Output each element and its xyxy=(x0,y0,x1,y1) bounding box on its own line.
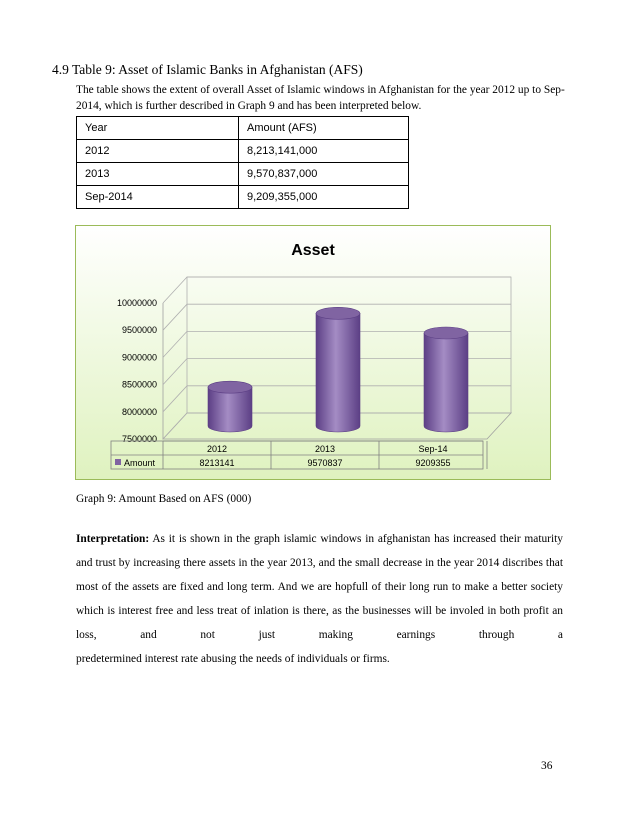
y-tick-label: 8500000 xyxy=(121,379,157,390)
graph-caption: Graph 9: Amount Based on AFS (000) xyxy=(76,493,252,505)
y-tick-label: 7500000 xyxy=(121,434,157,444)
page-number: 36 xyxy=(541,760,553,772)
table-header-row xyxy=(77,117,409,140)
section-heading: 4.9 Table 9: Asset of Islamic Banks in Afghanistan (AFS) xyxy=(52,62,363,77)
data-label: 9570837 xyxy=(307,458,343,468)
table-cell-amount: 9,570,837,000 xyxy=(239,163,409,186)
chart-title: Asset xyxy=(291,242,335,259)
x-tick-label: 2012 xyxy=(206,444,228,454)
table-cell-amount: 9,209,355,000 xyxy=(239,186,409,209)
bar-top-2012 xyxy=(208,381,252,393)
table-row xyxy=(77,140,409,163)
data-label: 8213141 xyxy=(199,458,235,468)
table-row xyxy=(77,163,409,186)
asset-chart xyxy=(75,225,551,480)
legend-swatch xyxy=(115,459,121,465)
bar-2013 xyxy=(316,313,360,432)
table-row xyxy=(77,186,409,209)
interpretation-last-line: predetermined interest rate abusing the needs of individuals or firms. xyxy=(76,653,390,665)
data-label: 9209355 xyxy=(415,458,451,468)
interpretation-text: As it is shown in the graph islamic windows in afghanistan has increased their maturity and trust by increasing there assets in the year 2013, and the small decrease in the year 2014 discribes that most of the assets are fixed and long term. And we are hopfull of their long run to make a better society which is interest free and less treat of inlation is there, as the businesses will be involed in both profit an loss, and not just making earnings through a xyxy=(76,533,564,641)
chart-svg xyxy=(75,225,551,480)
legend-label: Amount xyxy=(124,458,156,468)
bar-Sep-14 xyxy=(424,333,468,432)
interpretation-paragraph xyxy=(76,527,563,671)
intro-paragraph: The table shows the extent of overall Asset of Islamic windows in Afghanistan for the year 2012 up to Sep-2014, which is further described in Graph 9 and has been interpreted below. xyxy=(76,84,565,112)
table-header-cell: Year xyxy=(77,117,239,140)
table-cell-year: 2013 xyxy=(77,163,239,186)
table-cell-year: 2012 xyxy=(77,140,239,163)
table-header-cell: Amount (AFS) xyxy=(239,117,409,140)
y-tick-label: 9500000 xyxy=(121,325,157,336)
interpretation-label: Interpretation: xyxy=(76,533,150,545)
table-cell-year: Sep-2014 xyxy=(77,186,239,209)
bar-top-Sep-14 xyxy=(424,327,468,339)
x-tick-label: 2013 xyxy=(314,444,336,454)
y-tick-label: 10000000 xyxy=(116,298,157,308)
y-tick-label: 9000000 xyxy=(121,352,157,363)
bar-top-2013 xyxy=(316,307,360,319)
asset-table xyxy=(76,116,409,209)
y-tick-label: 8000000 xyxy=(121,406,157,417)
bar-2012 xyxy=(208,387,252,432)
x-tick-label: Sep-14 xyxy=(418,444,448,454)
table-cell-amount: 8,213,141,000 xyxy=(239,140,409,163)
